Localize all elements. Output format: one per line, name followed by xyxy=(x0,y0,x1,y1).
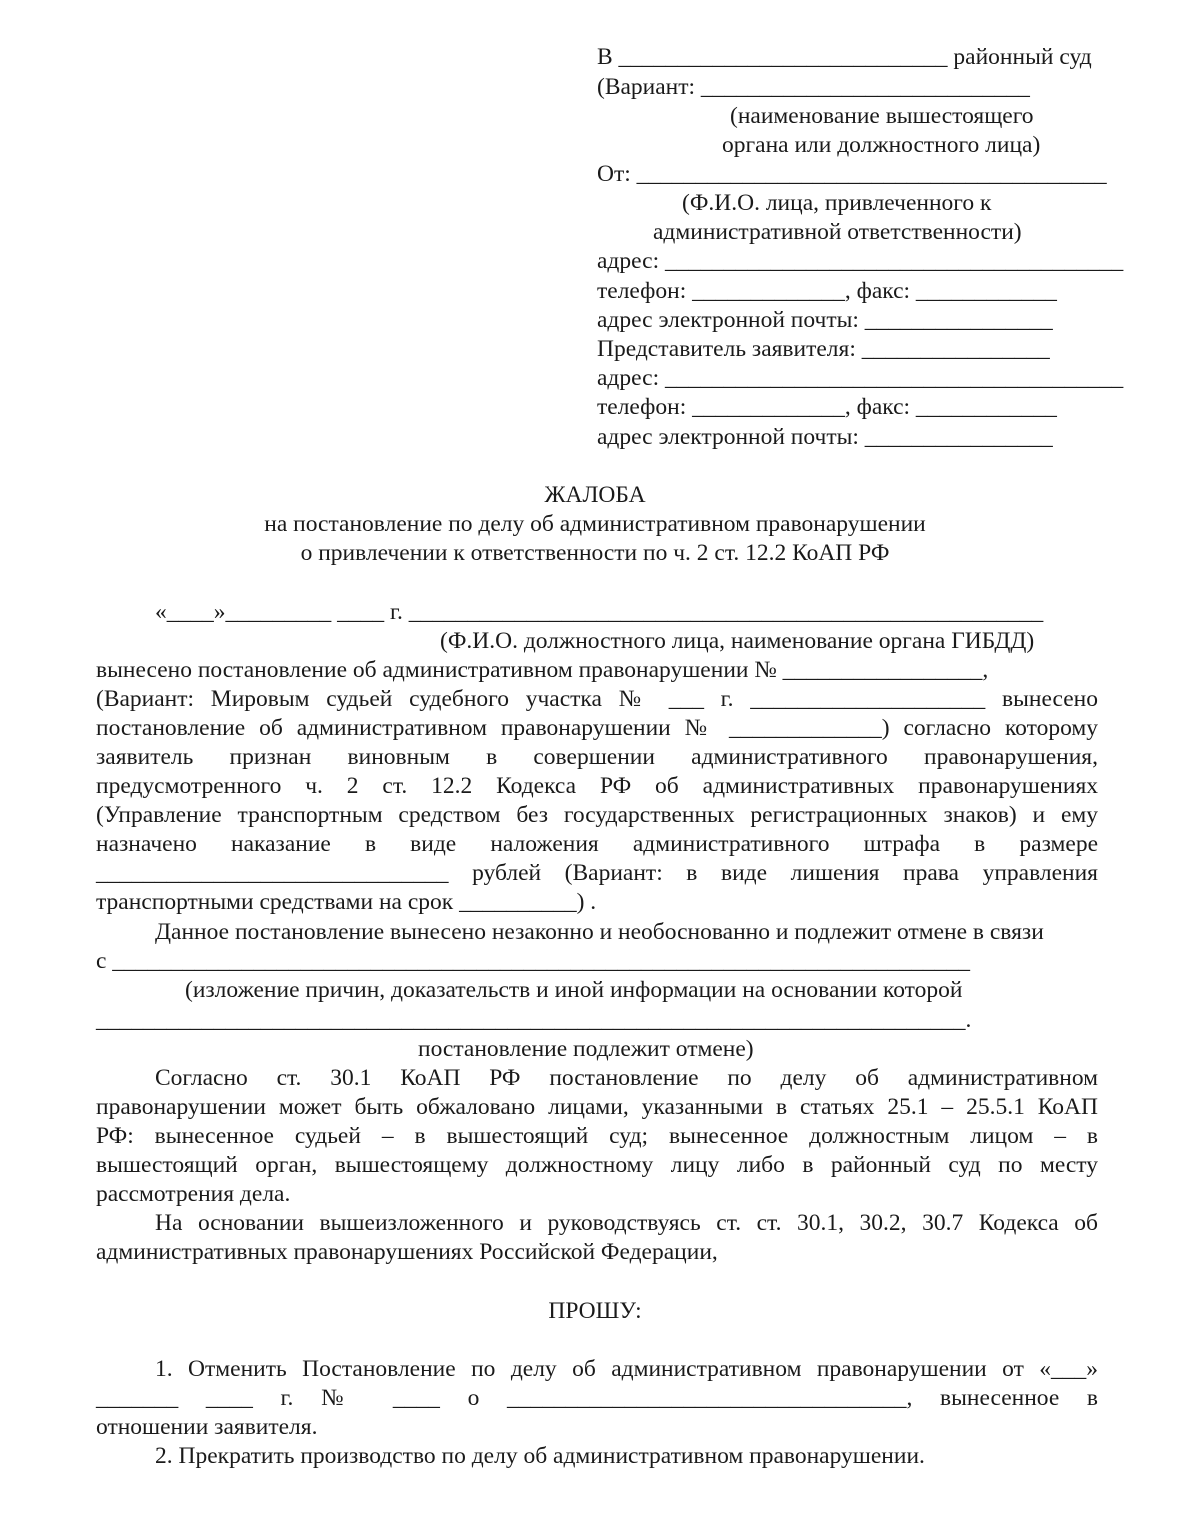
document-subtitle-2: о привлечении к ответственности по ч. 2 ст. 12.2 КоАП РФ xyxy=(300,540,890,566)
request-item-2: 2. Прекратить производство по делу об административном правонарушении. xyxy=(155,1443,925,1469)
sender-phone-fax: телефон: _____________, факс: ____________ xyxy=(597,278,1057,304)
variant-note-line-1: (наименование вышестоящего xyxy=(730,103,1034,129)
sender-note-line-2: административной ответственности) xyxy=(653,219,1022,245)
sender-address: адрес: _______________________________________ xyxy=(597,248,1124,274)
request-item-1: 1. Отменить Постановление по делу об административном правонарушении от «___» xyxy=(155,1356,1098,1382)
document-subtitle-1: на постановление по делу об административном правонарушении xyxy=(264,511,926,537)
addressee-variant: (Вариант: ____________________________ xyxy=(597,74,1030,100)
body-line: постановление об административном правонарушении № _____________) согласно которому xyxy=(96,715,1098,741)
date-line-note: (Ф.И.О. должностного лица, наименование органа ГИБДД) xyxy=(440,628,1035,654)
body-line: (Вариант: Мировым судьей судебного участка № ___ г. ____________________ вынесено xyxy=(96,686,1098,712)
request-heading: ПРОШУ: xyxy=(548,1298,642,1324)
representative-email: адрес электронной почты: ________________ xyxy=(597,424,1053,450)
variant-note-line-2: органа или должностного лица) xyxy=(722,132,1041,158)
addressee-court: В ____________________________ районный суд xyxy=(597,44,1092,70)
body-line: РФ: вынесенное судьей – в вышестоящий суд; вынесенное должностным лицом – в xyxy=(96,1123,1098,1149)
body-line: На основании вышеизложенного и руководствуясь ст. ст. 30.1, 30.2, 30.7 Кодекса об xyxy=(155,1210,1098,1236)
body-line: ______________________________ рублей (Вариант: в виде лишения права управления xyxy=(96,860,1098,886)
body-line: назначено наказание в виде наложения административного штрафа в размере xyxy=(96,831,1098,857)
body-line: заявитель признан виновным в совершении административного правонарушения, xyxy=(96,744,1098,770)
request-item-1-cont: _______ ____ г. № ____ о __________________________________, вынесенное в xyxy=(96,1385,1098,1411)
body-line: __________________________________________________________________________. xyxy=(96,1007,972,1033)
sender-email: адрес электронной почты: ________________ xyxy=(597,307,1053,333)
body-line: Согласно ст. 30.1 КоАП РФ постановление по делу об административном xyxy=(155,1065,1098,1091)
request-item-1-end: отношении заявителя. xyxy=(96,1414,318,1440)
sender-from: От: ________________________________________ xyxy=(597,161,1107,187)
sender-note-line-1: (Ф.И.О. лица, привлеченного к xyxy=(682,190,992,216)
body-line: правонарушении может быть обжаловано лицами, указанными в статьях 25.1 – 25.5.1 КоАП xyxy=(96,1094,1098,1120)
reason-note: (изложение причин, доказательств и иной информации на основании которой xyxy=(185,977,963,1003)
body-line: рассмотрения дела. xyxy=(96,1181,291,1207)
body-line: вышестоящий орган, вышестоящему должностному лицу либо в районный суд по месту xyxy=(96,1152,1098,1178)
body-line: вынесено постановление об административном правонарушении № _________________, xyxy=(96,657,989,683)
reason-note-end: постановление подлежит отмене) xyxy=(418,1036,754,1062)
date-line: «____»_________ ____ г. ______________________________________________________ xyxy=(155,599,1044,625)
body-line: транспортными средствами на срок __________) . xyxy=(96,889,597,915)
representative: Представитель заявителя: ________________ xyxy=(597,336,1050,362)
representative-address: адрес: _______________________________________ xyxy=(597,365,1124,391)
body-line: с _________________________________________________________________________ xyxy=(96,948,971,974)
document-title: ЖАЛОБА xyxy=(544,482,646,508)
body-line: предусмотренного ч. 2 ст. 12.2 Кодекса РФ об административных правонарушениях xyxy=(96,773,1098,799)
representative-phone-fax: телефон: _____________, факс: ____________ xyxy=(597,394,1057,420)
body-line: административных правонарушениях Российской Федерации, xyxy=(96,1239,718,1265)
body-line: Данное постановление вынесено незаконно и необоснованно и подлежит отмене в связи xyxy=(155,919,1044,945)
body-line: (Управление транспортным средством без государственных регистрационных знаков) и ему xyxy=(96,802,1098,828)
